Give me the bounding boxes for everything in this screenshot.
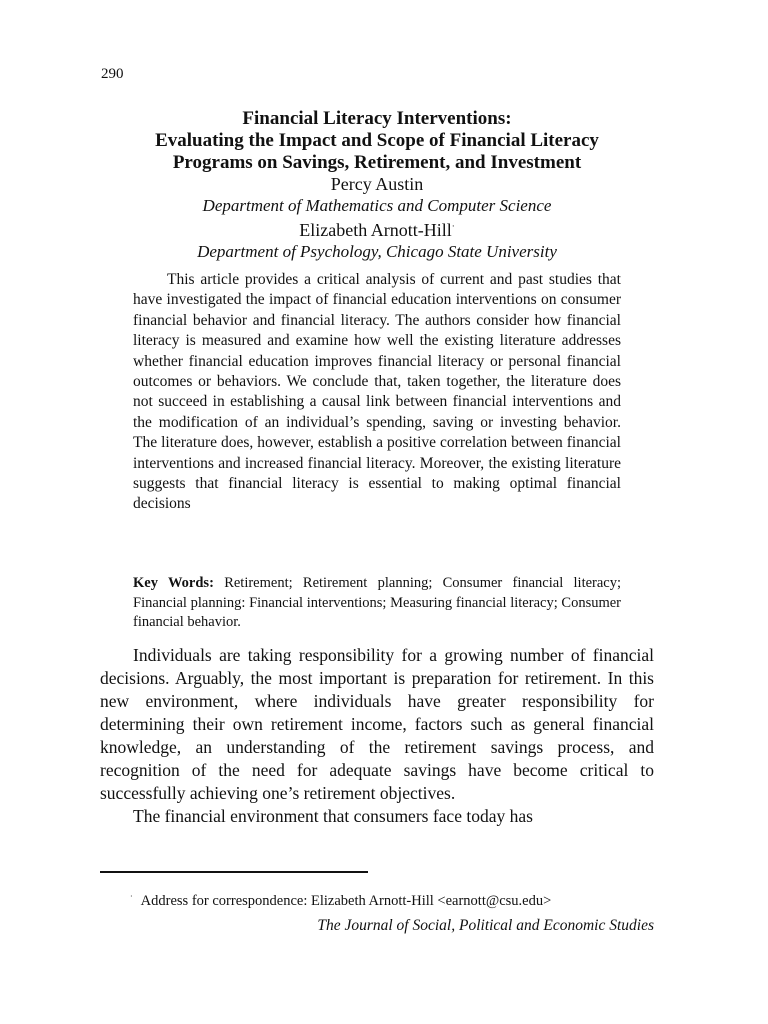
- keywords-text: Retirement; Retirement planning; Consumer financial literacy; Financial planning: Financial interventions; Measuring financial literacy; Consumer financial behavior.: [133, 575, 622, 631]
- author-name-text: Elizabeth Arnott-Hill: [299, 220, 452, 240]
- footnote-text: Address for correspondence: Elizabeth Arnott-Hill <earnott@csu.edu>: [140, 892, 552, 909]
- author-affiliation-2: Department of Psychology, Chicago State University: [197, 242, 557, 261]
- body-paragraph-2: The financial environment that consumers face today has: [133, 806, 533, 826]
- body-paragraph-1: Individuals are taking responsibility for a growing number of financial decisions. Arguably, the most important is preparation for retirement. In this new environment, where individuals have greater responsibility for determining their own retirement income, factors such as general financial knowledge, an understanding of the retirement savings process, and recognition of the need for adequate savings have become critical to successfully achieving one’s retirement objectives.: [100, 645, 654, 803]
- author-name-1: [100, 174, 654, 195]
- keywords-label: Key Words:: [133, 575, 214, 591]
- article-title-line-2: Evaluating the Impact and Scope of Financial Literacy: [155, 130, 599, 151]
- footnote: [130, 888, 654, 910]
- article-title-line-1: Financial Literacy Interventions:: [242, 108, 512, 129]
- article-header: [100, 108, 654, 262]
- abstract: This article provides a critical analysis of current and past studies that have investigated the impact of financial education interventions on consumer financial behavior and financial literacy. The authors consider how financial literacy is measured and examine how well the existing literature addresses whether financial education improves financial literacy or personal financial outcomes or behaviors. We conclude that, taken together, the literature does not succeed in establishing a causal link between financial interventions and the modification of an individual’s spending, saving or investing behavior. The literature does, however, establish a positive correlation between financial interventions and increased financial literacy. Moreover, the existing literature suggests that financial literacy is essential to making optimal financial decisions: [133, 271, 621, 513]
- footnote-marker: ·: [130, 892, 133, 901]
- page-number: 290: [101, 66, 124, 82]
- article-title-line-3: Programs on Savings, Retirement, and Investment: [172, 152, 582, 173]
- author-footnote-marker: ·: [451, 221, 455, 231]
- keywords: [133, 574, 621, 633]
- body-text: [100, 644, 654, 828]
- footnote-divider: [100, 871, 368, 873]
- author-affiliation-1: Department of Mathematics and Computer Science: [202, 196, 552, 215]
- journal-name: The Journal of Social, Political and Economic Studies: [317, 917, 654, 934]
- author-name-2: [100, 216, 654, 241]
- author-name-text: Percy Austin: [330, 174, 424, 194]
